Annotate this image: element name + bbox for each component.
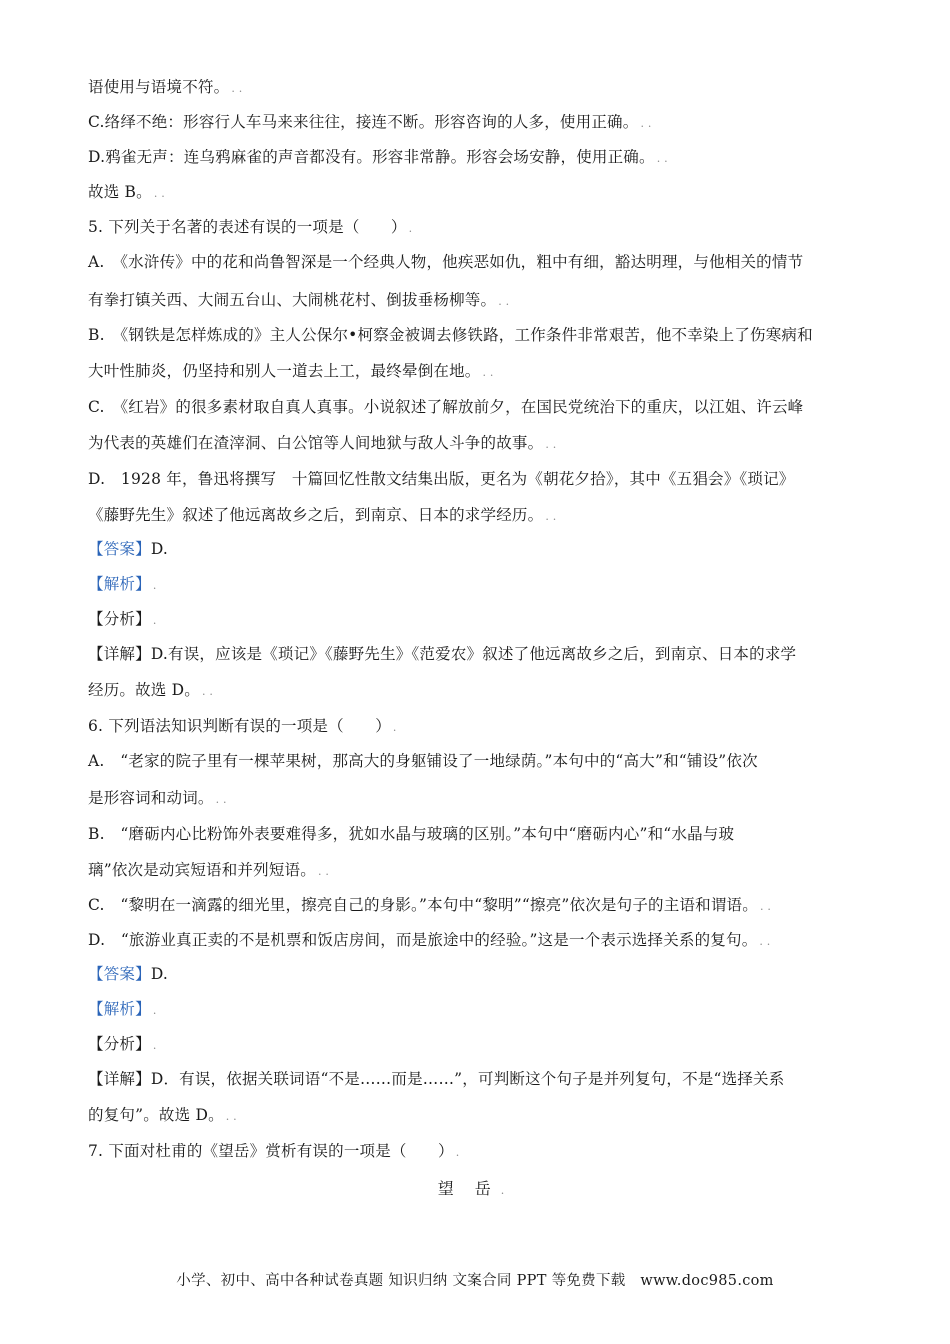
text-line-2: C.络绎不绝：形容行人车马来来往往，接连不断。形容咨询的人多，使用正确。 . . [88,113,652,131]
text-line-4: 故选 B。 . . [88,183,165,201]
question-5-option-b: B. 《钢铁是怎样炼成的》主人公保尔•柯察金被调去修铁路，工作条件非常艰苦，他不幸染上了伤寒病和 [88,326,813,344]
question-7-stem: 7. 下面对杜甫的《望岳》赏析有误的一项是（ ） . [88,1142,460,1160]
fenxi-6: 【分析】 . [88,1035,157,1053]
detail-5: 【详解】D.有误，应该是《琐记》《藤野先生》《范爱农》叙述了他远离故乡之后，到南京、日本的求学 [88,645,797,663]
answer-6: 【答案】D. [88,965,169,983]
poem-title: 望 岳 . [437,1179,513,1198]
question-5-option-c: C. 《红岩》的很多素材取自真人真事。小说叙述了解放前夕，在国民党统治下的重庆，以江姐、许云峰 [88,398,804,416]
question-6-option-b: B. “磨砺内心比粉饰外表要难得多，犹如水晶与玻璃的区别。”本句中“磨砺内心”和“水晶与玻 [88,825,735,843]
question-5-option-c-cont: 为代表的英雄们在渣滓洞、白公馆等人间地狱与敌人斗争的故事。 . . [88,434,557,452]
fenxi-5: 【分析】 . [88,610,157,628]
analysis-6: 【解析】 . [88,1000,157,1018]
question-6-option-c: C. “黎明在一滴露的细光里，擦亮自己的身影。”本句中“黎明”“擦亮”依次是句子的主语和谓语。 . . [88,896,772,914]
question-6-option-a: A. “老家的院子里有一棵苹果树，那高大的身躯铺设了一地绿荫。”本句中的“高大”和“铺设”依次 [88,752,758,770]
detail-tag: 【详解】 [88,1070,151,1088]
question-5-option-d-cont: 《藤野先生》叙述了他远离故乡之后，到南京、日本的求学经历。 . . [88,506,557,524]
question-6-option-a-cont: 是形容词和动词。 . . [88,789,227,807]
page-footer: 小学、初中、高中各种试卷真题 知识归纳 文案合同 PPT 等免费下载 www.doc985.com [176,1273,774,1289]
question-5-option-d: D. 1928 年，鲁迅将撰写 十篇回忆性散文结集出版，更名为《朝花夕拾》，其中《五猖会》《琐记》 [88,470,795,488]
question-5-option-a: A. 《水浒传》中的花和尚鲁智深是一个经典人物，他疾恶如仇，粗中有细，豁达明理，与他相关的情节 [88,253,804,271]
analysis-5: 【解析】 . [88,575,157,593]
question-6-option-d: D. “旅游业真正卖的不是机票和饭店房间，而是旅途中的经验。”这是一个表示选择关系的复句。 . . [88,931,771,949]
detail-5-cont: 经历。故选 D。 . . [88,681,214,699]
question-6-option-b-cont: 璃”依次是动宾短语和并列短语。 . . [88,861,330,879]
detail-6: 【详解】D．有误，依据关联词语“不是……而是……”，可判断这个句子是并列复句，不是“选择关系 [88,1070,785,1088]
question-6-stem: 6. 下列语法知识判断有误的一项是（ ） . [88,717,397,735]
question-5-option-a-cont: 有拳打镇关西、大闹五台山、大闹桃花村、倒拔垂杨柳等。 . . [88,291,510,309]
question-5-option-b-cont: 大叶性肺炎，仍坚持和别人一道去上工，最终晕倒在地。 . . [88,362,494,380]
answer-tag: 【答案】 [88,540,151,558]
answer-tag: 【答案】 [88,965,151,983]
answer-5: 【答案】D. [88,540,169,558]
detail-6-cont: 的复句”。故选 D。 . . [88,1106,237,1124]
detail-tag: 【详解】 [88,645,151,663]
text-line-3: D.鸦雀无声：连乌鸦麻雀的声音都没有。形容非常静。形容会场安静，使用正确。 . . [88,148,668,166]
text-line-1: 语使用与语境不符。 . . [88,78,243,96]
question-5-stem: 5. 下列关于名著的表述有误的一项是（ ） . [88,218,413,236]
